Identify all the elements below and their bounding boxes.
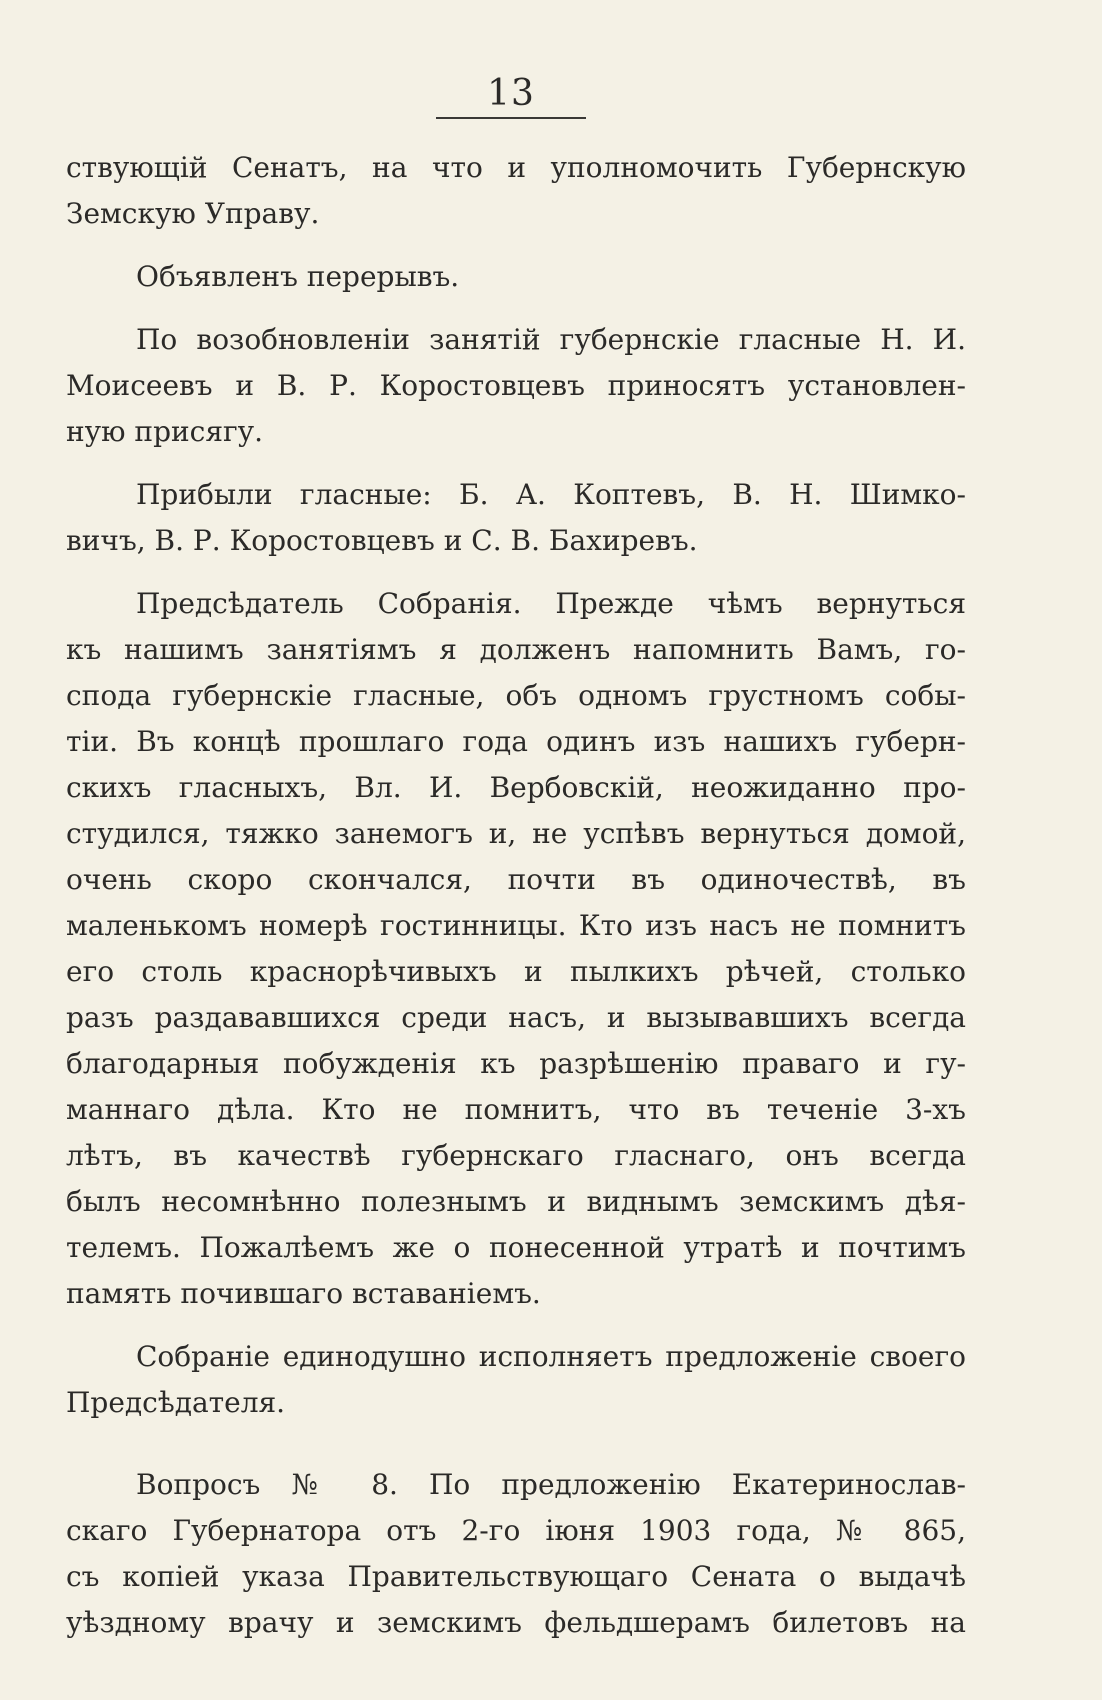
paragraph-gap [66,455,966,472]
text-line: былъ несомнѣнно полезнымъ и виднымъ земскимъ дѣя- [66,1185,966,1218]
paragraph-gap [66,1317,966,1334]
body-text [66,145,966,1646]
text-line: съ копіей указа Правительствующаго Сената о выдачѣ [66,1560,966,1593]
text-line: Объявленъ перерывъ. [136,260,460,293]
paragraph-gap [66,237,966,254]
text-line: очень скоро скончался, почти въ одиночествѣ, въ [66,863,966,896]
text-line: память почившаго вставаніемъ. [66,1277,541,1310]
text-line: Прибыли гласные: Б. А. Коптевъ, В. Н. Шимко- [136,478,966,511]
text-line: ную присягу. [66,415,264,448]
text-line: Земскую Управу. [66,197,320,230]
text-line: благодарныя побужденія къ разрѣшенію праваго и гу- [66,1047,966,1080]
text-line: Собраніе единодушно исполняетъ предложеніе своего [136,1340,966,1373]
paragraph-gap [66,564,966,581]
text-line: вичъ, В. Р. Коростовцевъ и С. В. Бахиревъ. [66,524,698,557]
text-line: маннаго дѣла. Кто не помнитъ, что въ теченіе 3-хъ [66,1093,966,1126]
text-line: разъ раздававшихся среди насъ, и вызывавшихъ всегда [66,1001,966,1034]
text-line: студился, тяжко занемогъ и, не успѣвъ вернуться домой, [66,817,966,850]
text-line: къ нашимъ занятіямъ я долженъ напомнить Вамъ, го- [66,633,966,666]
page-number-block [436,72,586,116]
text-line: телемъ. Пожалѣемъ же о понесенной утратѣ и почтимъ [66,1231,966,1264]
text-line: Моисеевъ и В. Р. Коростовцевъ приносятъ установлен- [66,369,966,402]
text-line: тіи. Въ концѣ прошлаго года одинъ изъ нашихъ губерн- [66,725,966,758]
text-line: уѣздному врачу и земскимъ фельдшерамъ билетовъ на [66,1606,966,1639]
text-line: его столь краснорѣчивыхъ и пылкихъ рѣчей, столько [66,955,966,988]
text-line: лѣтъ, въ качествѣ губернскаго гласнаго, онъ всегда [66,1139,966,1172]
paragraph-gap [66,300,966,317]
text-line: ствующій Сенатъ, на что и уполномочить Губернскую [66,151,966,184]
text-line: маленькомъ номерѣ гостинницы. Кто изъ насъ не помнитъ [66,909,966,942]
text-line: Предсѣдателя. [66,1386,286,1419]
page-number-underline [436,117,586,119]
text-line: скихъ гласныхъ, Вл. И. Вербовскій, неожиданно про- [66,771,966,804]
text-line: Предсѣдатель Собранія. Прежде чѣмъ вернуться [136,587,966,620]
text-line: спода губернскіе гласные, объ одномъ грустномъ собы- [66,679,966,712]
text-line: По возобновленіи занятій губернскіе гласные Н. И. [136,323,966,356]
page-number: 13 [487,73,535,114]
text-line: скаго Губернатора отъ 2-го іюня 1903 года, № 865, [66,1514,966,1547]
paragraph-gap [66,1426,966,1462]
text-line: Вопросъ № 8. По предложенію Екатеринослав- [136,1468,966,1501]
